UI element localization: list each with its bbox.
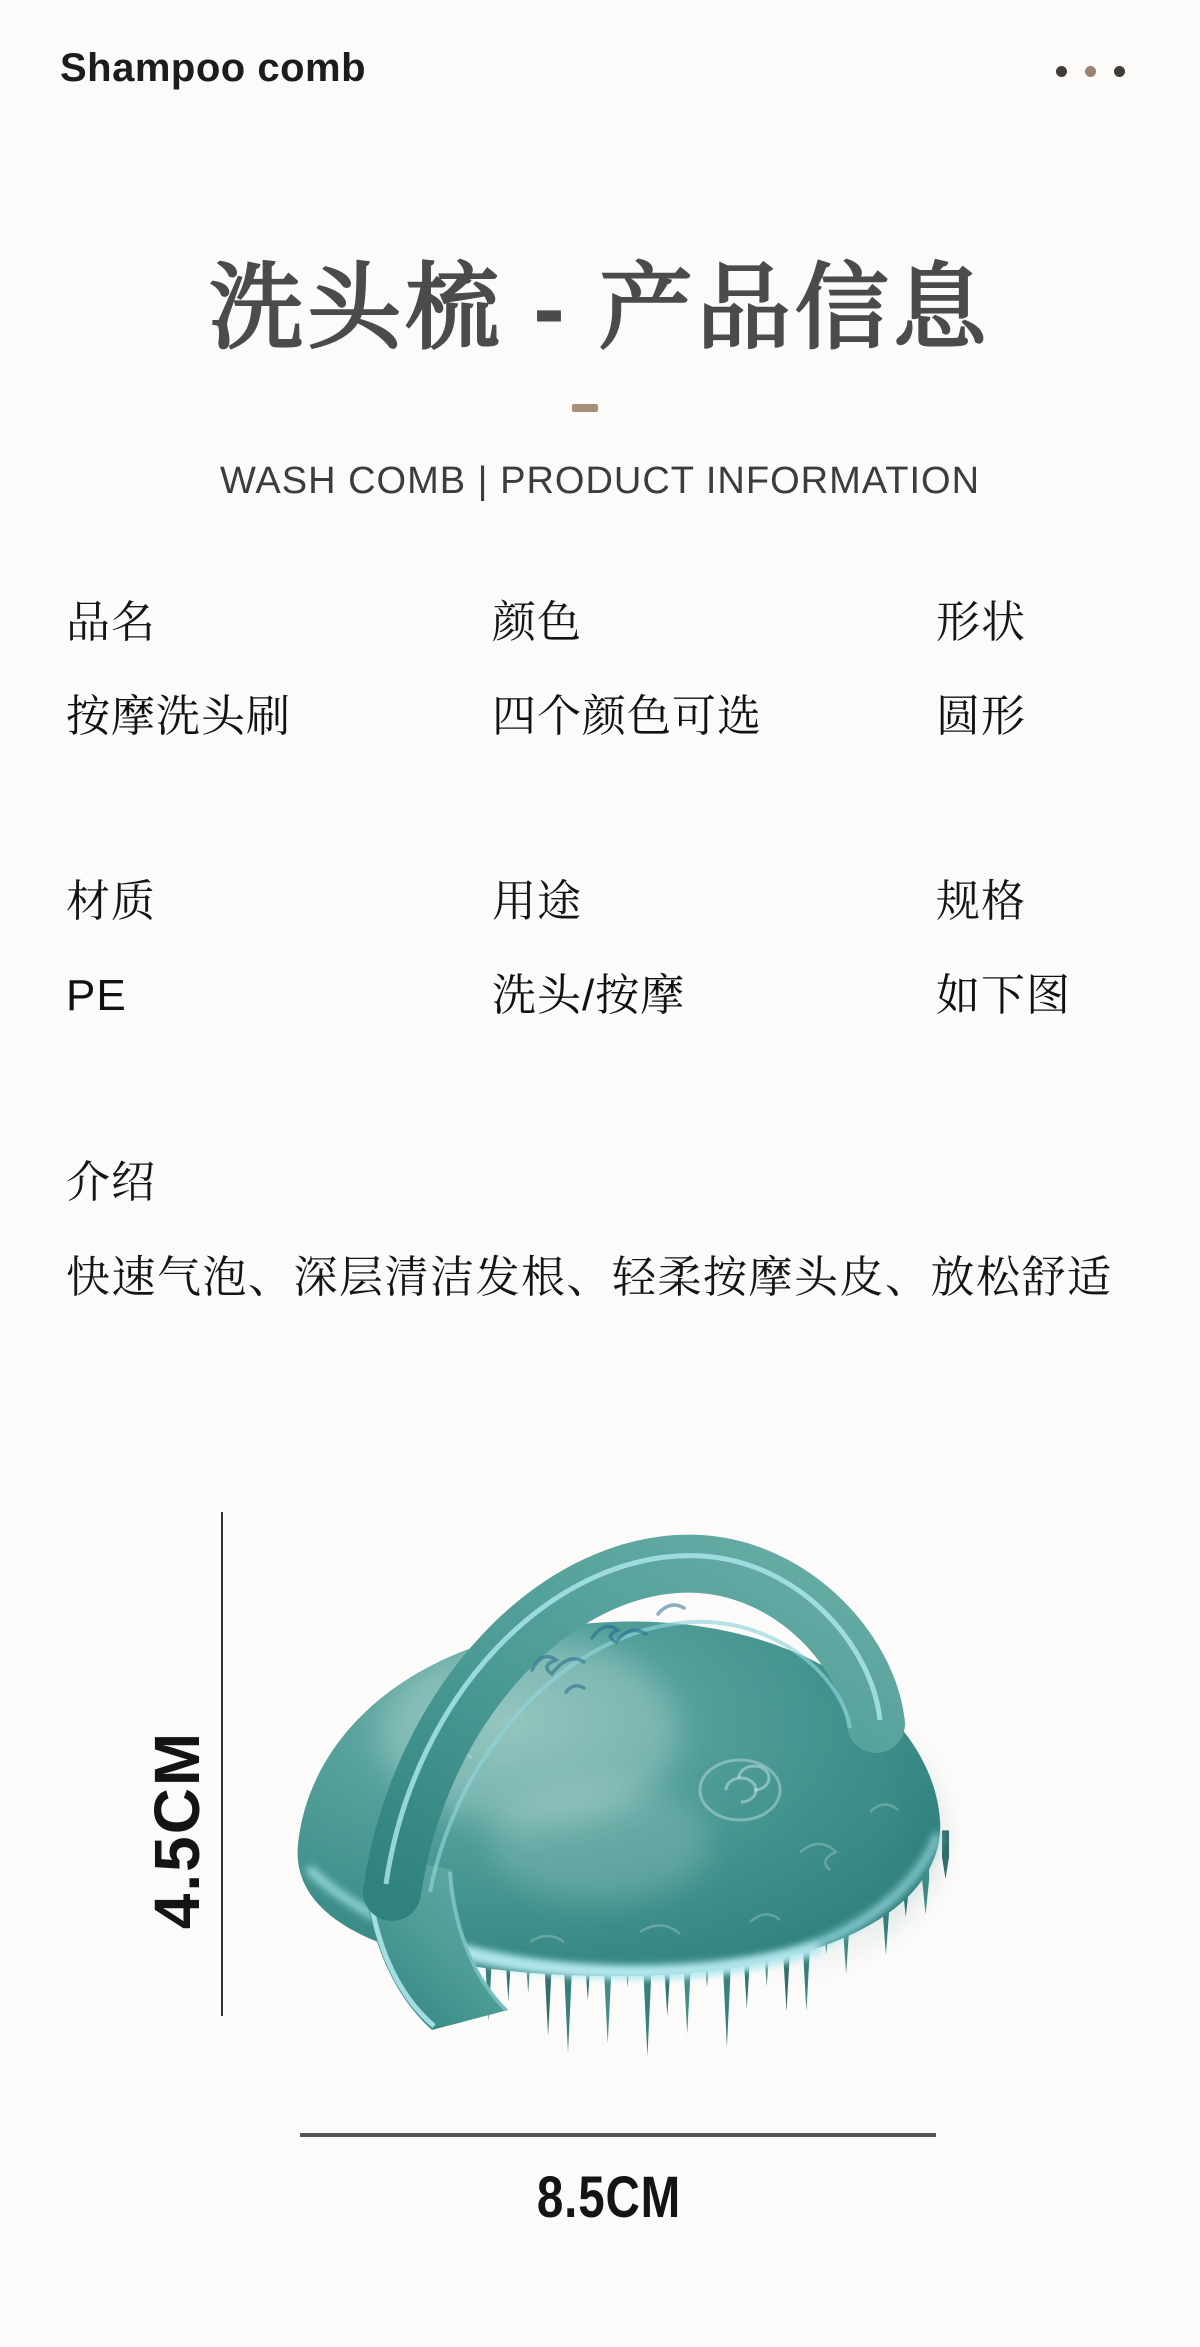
height-dimension-label: 4.5CM	[141, 1730, 213, 1930]
menu-dots-icon[interactable]	[1056, 66, 1125, 77]
spec-label: 形状	[936, 598, 1026, 647]
hero-title: 洗头梳 - 产品信息	[209, 255, 991, 360]
spec-value: 洗头/按摩	[492, 971, 686, 1020]
menu-dot-icon	[1114, 66, 1125, 77]
product-photo	[280, 1512, 980, 2072]
spec-label: 材质	[66, 877, 156, 926]
spec-value: 四个颜色可选	[492, 692, 762, 741]
intro-label: 介绍	[66, 1158, 156, 1207]
spec-label: 用途	[492, 877, 582, 926]
spec-label: 规格	[936, 877, 1026, 926]
spec-material	[66, 879, 486, 1019]
spec-value: PE	[66, 971, 127, 1020]
intro-text: 快速气泡、深层清洁发根、轻柔按摩头皮、放松舒适	[66, 1253, 1113, 1302]
spec-value: 按摩洗头刷	[66, 692, 291, 741]
spec-value: 圆形	[936, 692, 1026, 741]
divider-dash	[572, 404, 598, 412]
spec-name	[66, 600, 486, 740]
menu-dot-icon	[1056, 66, 1067, 77]
menu-dot-icon	[1085, 66, 1096, 77]
width-dimension-line	[300, 2133, 936, 2137]
hero-subtitle: WASH COMB | PRODUCT INFORMATION	[219, 460, 981, 502]
spec-size	[936, 879, 1196, 1019]
page-title: Shampoo comb	[60, 46, 367, 90]
spec-label: 品名	[66, 598, 156, 647]
height-dimension-line	[221, 1512, 223, 2016]
width-dimension-label: 8.5CM	[536, 2165, 682, 2230]
spec-usage	[492, 879, 912, 1019]
spec-shape	[936, 600, 1196, 740]
spec-label: 颜色	[492, 598, 582, 647]
spec-color	[492, 600, 912, 740]
bristle	[942, 1830, 949, 1878]
spec-value: 如下图	[936, 971, 1071, 1020]
